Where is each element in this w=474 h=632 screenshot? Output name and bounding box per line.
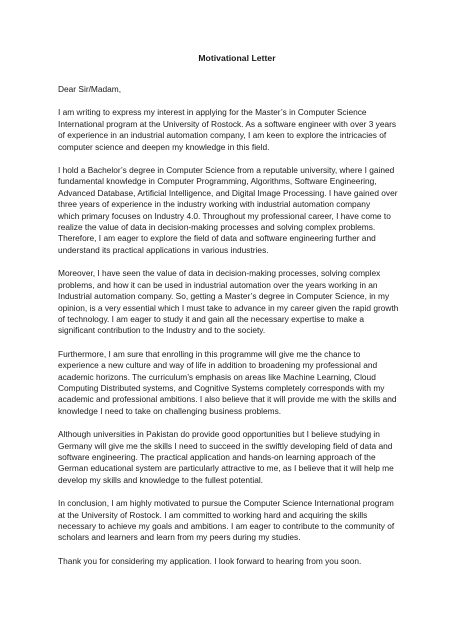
- paragraph-background: [58, 165, 430, 256]
- paragraph-closing: [58, 556, 430, 567]
- salutation: [58, 84, 430, 95]
- text-line: computer science and deepen my knowledge in this field.: [58, 141, 270, 152]
- text-line: three years of experience in the industry working with industrial automation company: [58, 199, 371, 210]
- text-line: In conclusion, I am highly motivated to pursue the Computer Science International program: [58, 498, 394, 509]
- text-line: experience a new culture and way of life in addition to broadening my professional and: [58, 360, 378, 371]
- text-line: opinion, is a very essential which I must take to advance in my career given the rapid growth: [58, 302, 399, 313]
- text-line: International program at the University of Rostock. As a software engineer with over 3 years: [58, 118, 397, 129]
- text-line: Industrial automation company. So, getting a Master’s degree in Computer Science, in my: [58, 291, 390, 302]
- text-line: Although universities in Pakistan do provide good opportunities but I believe studying in: [58, 429, 380, 440]
- text-line: understand its practical applications in various industries.: [58, 244, 269, 255]
- text-line: Thank you for considering my application. I look forward to hearing from you soon.: [58, 555, 362, 566]
- paragraph-curriculum: [58, 349, 430, 417]
- text-line: necessary to achieve my goals and ambitions. I am eager to contribute to the community of: [58, 521, 395, 531]
- paragraph-motivation: [58, 268, 430, 336]
- text-line: significant contribution to the Industry and to the society.: [58, 325, 266, 336]
- text-line: fundamental knowledge in Computer Programming, Algorithms, Software Engineering,: [58, 176, 377, 187]
- paragraph-germany: [58, 429, 430, 486]
- text-line: Computing Distributed systems, and Cognitive Systems completely corresponds with my: [58, 382, 385, 393]
- text-line: I am writing to express my interest in applying for the Master’s in Computer Science: [58, 107, 367, 118]
- text-line: problems, and how it can be used in industrial automation over the years working in an: [58, 279, 378, 290]
- text-line: scholars and learners and learn from my peers during my studies.: [58, 532, 301, 543]
- letter-body: [58, 84, 430, 579]
- text-line: of technology. I am eager to study it and gain all the necessary expertise to make a: [58, 313, 364, 324]
- paragraph-intro: [58, 107, 430, 153]
- text-line: at the University of Rostock. I am committed to working hard and acquiring the skills: [58, 509, 368, 520]
- letter-title: Motivational Letter: [198, 53, 276, 63]
- text-line: which primary focuses on Industry 4.0. Throughout my professional career, I have come to: [58, 210, 391, 221]
- text-line: software engineering. The practical application and hands-on learning approach of the: [58, 451, 376, 462]
- text-line: Therefore, I am eager to explore the field of data and software engineering further and: [58, 233, 376, 244]
- text-line: knowledge I need to take on challenging business problems.: [58, 405, 282, 416]
- text-line: Furthermore, I am sure that enrolling in this programme will give me the chance to: [58, 348, 361, 359]
- text-line: Moreover, I have seen the value of data in decision-making processes, solving complex: [58, 268, 381, 279]
- text-line: academic horizons. The curriculum’s emphasis on areas like Machine Learning, Cloud: [58, 371, 376, 382]
- text-line: academic and professional ambitions. I also believe that it will provide me with the skills and: [58, 394, 397, 405]
- text-line: Germany will give me the skills I need to succeed in the swiftly developing field of data and: [58, 440, 393, 451]
- text-line: realize the value of data in decision-making processes and solving complex problems.: [58, 222, 376, 233]
- text-line: of experience in an industrial automation company, I am keen to explore the intricacies of: [58, 130, 387, 141]
- text-line: I hold a Bachelor’s degree in Computer Science from a reputable university, where I gained: [58, 165, 395, 176]
- text-line: Advanced Database, Artificial Intelligence, and Digital Image Processing. I have gained over: [58, 187, 398, 198]
- text-line: develop my skills and knowledge to the fullest potential.: [58, 474, 264, 485]
- salutation-line: Dear Sir/Madam,: [58, 84, 122, 94]
- paragraph-conclusion: [58, 498, 430, 544]
- text-line: German educational system are particularly attractive to me, as I believe that it will help me: [58, 463, 394, 474]
